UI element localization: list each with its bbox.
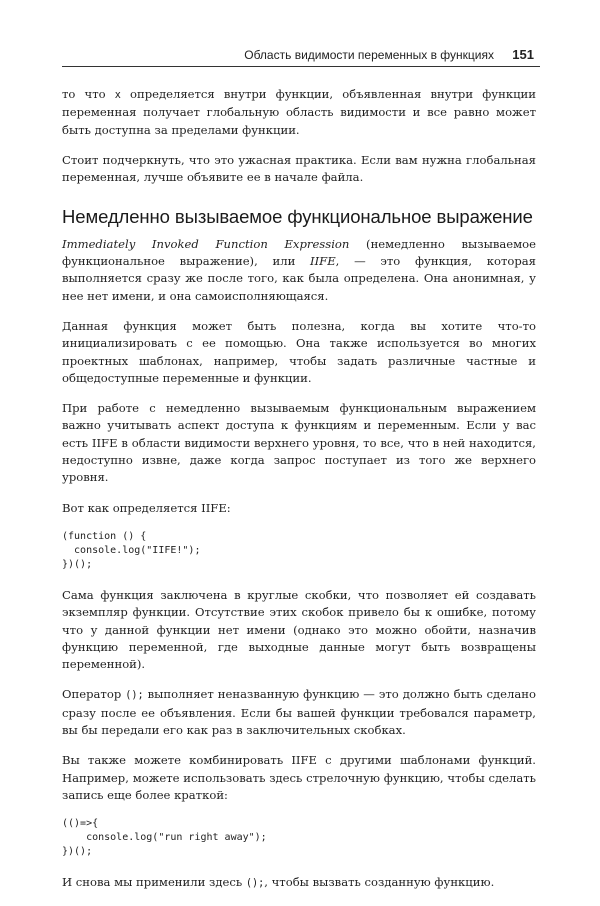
section-heading: Немедленно вызываемое функциональное выражение [62,206,533,228]
paragraph-5: При работе с немедленно вызываемым функциональным выражением важно учитывать аспект доступа к функциям и переменным. Если у вас есть IIFE в области видимости верхнего уровня, то все, что в ней находится, недоступно извне, даже когда запрос поступает из того же верхнего уровня. [62,401,536,485]
paragraph-1 [62,86,536,139]
inline-code-x: x [114,90,121,101]
paragraph-8 [62,686,536,739]
paragraph-4: Данная функция может быть полезна, когда вы хотите что-то инициализировать с ее помощью. Она также используется во многих проектных шаблонах, например, чтобы задать различные частные и общедоступные переменные и функции. [62,318,536,385]
paragraph-10-text-b: , чтобы вызвать созданную функцию. [264,875,495,890]
term-english: Immediately Invoked Function Expression [62,236,350,251]
code-block-arrow: (()=>{ console.log("run right away"); })(); [62,818,267,858]
paragraph-1-text-b: определяется внутри функции, объявленная внутри функции переменная получает глобальную область видимости и все равно может быть доступна за пределами функции. [62,87,536,137]
inline-code-call: (); [125,690,144,702]
paragraph-10-text-a: И снова мы применили здесь [62,875,246,890]
code-block-iife: (function () { console.log("IIFE!"); })(); [62,530,201,570]
running-header [62,46,540,67]
paragraph-3 [62,236,536,305]
paragraph-1-text-a: то что [62,87,115,101]
page-number: 151 [512,47,534,62]
paragraph-9: Вы также можете комбинировать IIFE с другими шаблонами функций. Например, можете использовать здесь стрелочную функцию, чтобы сделать запись еще более краткой: [62,753,536,802]
paragraph-7: Сама функция заключена в круглые скобки, что позволяет ей создавать экземпляр функции. Отсутствие этих скобок привело бы к ошибке, потому что у данной функции нет имени (однако это можно обойти, назначив функцию переменной, где выходные данные могут быть возвращены переменной). [62,587,536,672]
term-iife: IIFE [310,254,336,269]
paragraph-6: Вот как определяется IIFE: [62,500,231,515]
paragraph-3-text-b: , — это функция, которая выполняется сразу же после того, как была определена. Она анонимная, у нее нет имени, и она самоисполняющаяся. [62,254,536,303]
paragraph-2: Стоит подчеркнуть, что это ужасная практика. Если вам нужна глобальная переменная, лучше объявите ее в начале файла. [62,152,536,185]
paragraph-10 [62,874,536,892]
paragraph-8-text-b: выполняет неназванную функцию — это должно быть сделано сразу после ее объявления. Если бы вашей функции требовался параметр, вы бы передали его как раз в заключительных скобках. [62,687,536,738]
paragraph-8-text-a: Оператор [62,687,126,702]
inline-code-call-2: (); [245,878,265,890]
page-body [62,86,536,906]
paragraph-3-text-a: (немедленно вызываемое функциональное выражение), или [62,236,536,269]
header-title: Область видимости переменных в функциях [244,48,494,62]
